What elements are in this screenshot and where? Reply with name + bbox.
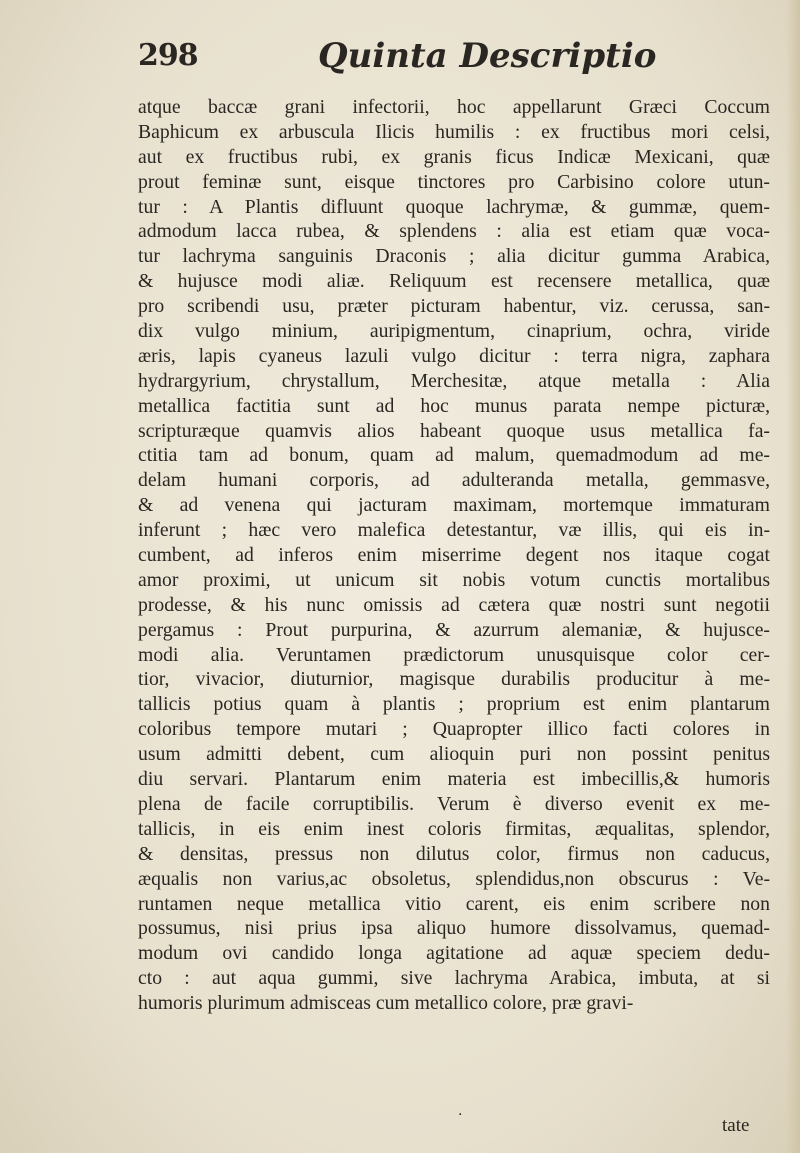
text-line: amor proximi, ut unicum sit nobis votum cunctis mortalibus	[138, 568, 770, 591]
text-line: possumus, nisi prius ipsa aliquo humore dissolvamus, quemad-	[138, 917, 770, 940]
text-line: tur : A Plantis difluunt quoque lachrymæ, & gummæ, quem-	[138, 195, 770, 218]
text-line: pergamus : Prout purpurina, & azurrum alemaniæ, & hujusce-	[138, 618, 770, 641]
text-line: plena de facile corruptibilis. Verum è diverso evenit ex me-	[138, 792, 770, 815]
text-line: runtamen neque metallica vitio carent, eis enim scribere non	[138, 892, 770, 915]
page-edge-shadow	[786, 0, 800, 1153]
text-line: admodum lacca rubea, & splendens : alia est etiam quæ voca-	[138, 220, 770, 243]
text-line: diu servari. Plantarum enim materia est imbecillis,& humoris	[138, 768, 770, 791]
text-line: prodesse, & his nunc omissis ad cætera quæ nostri sunt negotii	[138, 593, 770, 616]
text-line: ctitia tam ad bonum, quam ad malum, quemadmodum ad me-	[138, 444, 770, 467]
text-line: coloribus tempore mutari ; Quapropter illico facti colores in	[138, 718, 770, 741]
text-line: tallicis potius quam à plantis ; proprium est enim plantarum	[138, 693, 770, 716]
text-line: metallica factitia sunt ad hoc munus parata nempe picturæ,	[138, 394, 770, 417]
text-line: & ad venena qui jacturam maximam, mortemque immaturam	[138, 494, 770, 517]
text-line: delam humani corporis, ad adulteranda metalla, gemmasve,	[138, 469, 770, 492]
text-line: cumbent, ad inferos enim miserrime degent nos itaque cogat	[138, 544, 770, 567]
page-header	[138, 38, 758, 86]
body-text	[138, 95, 770, 1016]
page-number: 298	[138, 38, 198, 73]
text-line: humoris plurimum admisceas cum metallico colore, præ gravi-	[138, 992, 634, 1015]
text-line: usum admitti debent, cum alioquin puri non possint penitus	[138, 743, 770, 766]
text-line: cto : aut aqua gummi, sive lachryma Arabica, imbuta, at si	[138, 967, 770, 990]
text-line: tallicis, in eis enim inest coloris firmitas, æqualitas, splendor,	[138, 817, 770, 840]
text-line: scripturæque quamvis alios habeant quoque usus metallica fa-	[138, 419, 770, 442]
signature-mark: .	[458, 1103, 463, 1119]
text-line: æris, lapis cyaneus lazuli vulgo dicitur : terra nigra, zaphara	[138, 344, 770, 367]
catchword: tate	[722, 1115, 750, 1136]
text-line: modum ovi candido longa agitatione ad aquæ speciem dedu-	[138, 942, 770, 965]
text-line: hydrargyrium, chrystallum, Merchesitæ, atque metalla : Alia	[138, 369, 770, 392]
text-line: atque baccæ grani infectorii, hoc appellarunt Græci Coccum	[138, 96, 770, 118]
text-line: aut ex fructibus rubi, ex granis ficus Indicæ Mexicani, quæ	[138, 145, 770, 168]
text-line: pro scribendi usu, præter picturam habentur, viz. cerussa, san-	[138, 295, 770, 318]
text-line: Baphicum ex arbuscula Ilicis humilis : ex fructibus mori celsi,	[138, 120, 770, 143]
text-line: & densitas, pressus non dilutus color, firmus non caducus,	[138, 842, 770, 865]
text-line: prout feminæ sunt, eisque tinctores pro Carbisino colore utun-	[138, 170, 770, 193]
text-line: æqualis non varius,ac obsoletus, splendidus,non obscurus : Ve-	[138, 867, 770, 890]
text-line: tior, vivacior, diuturnior, magisque durabilis producitur à me-	[138, 668, 770, 691]
text-line: dix vulgo minium, auripigmentum, cinaprium, ochra, viride	[138, 320, 770, 343]
text-line: tur lachryma sanguinis Draconis ; alia dicitur gumma Arabica,	[138, 245, 770, 268]
text-line: modi alia. Veruntamen prædictorum unusquisque color cer-	[138, 643, 770, 666]
running-title: Quinta Descriptio	[318, 36, 657, 76]
text-line: inferunt ; hæc vero malefica detestantur, væ illis, qui eis in-	[138, 519, 770, 542]
text-line: & hujusce modi aliæ. Reliquum est recensere metallica, quæ	[138, 270, 770, 293]
